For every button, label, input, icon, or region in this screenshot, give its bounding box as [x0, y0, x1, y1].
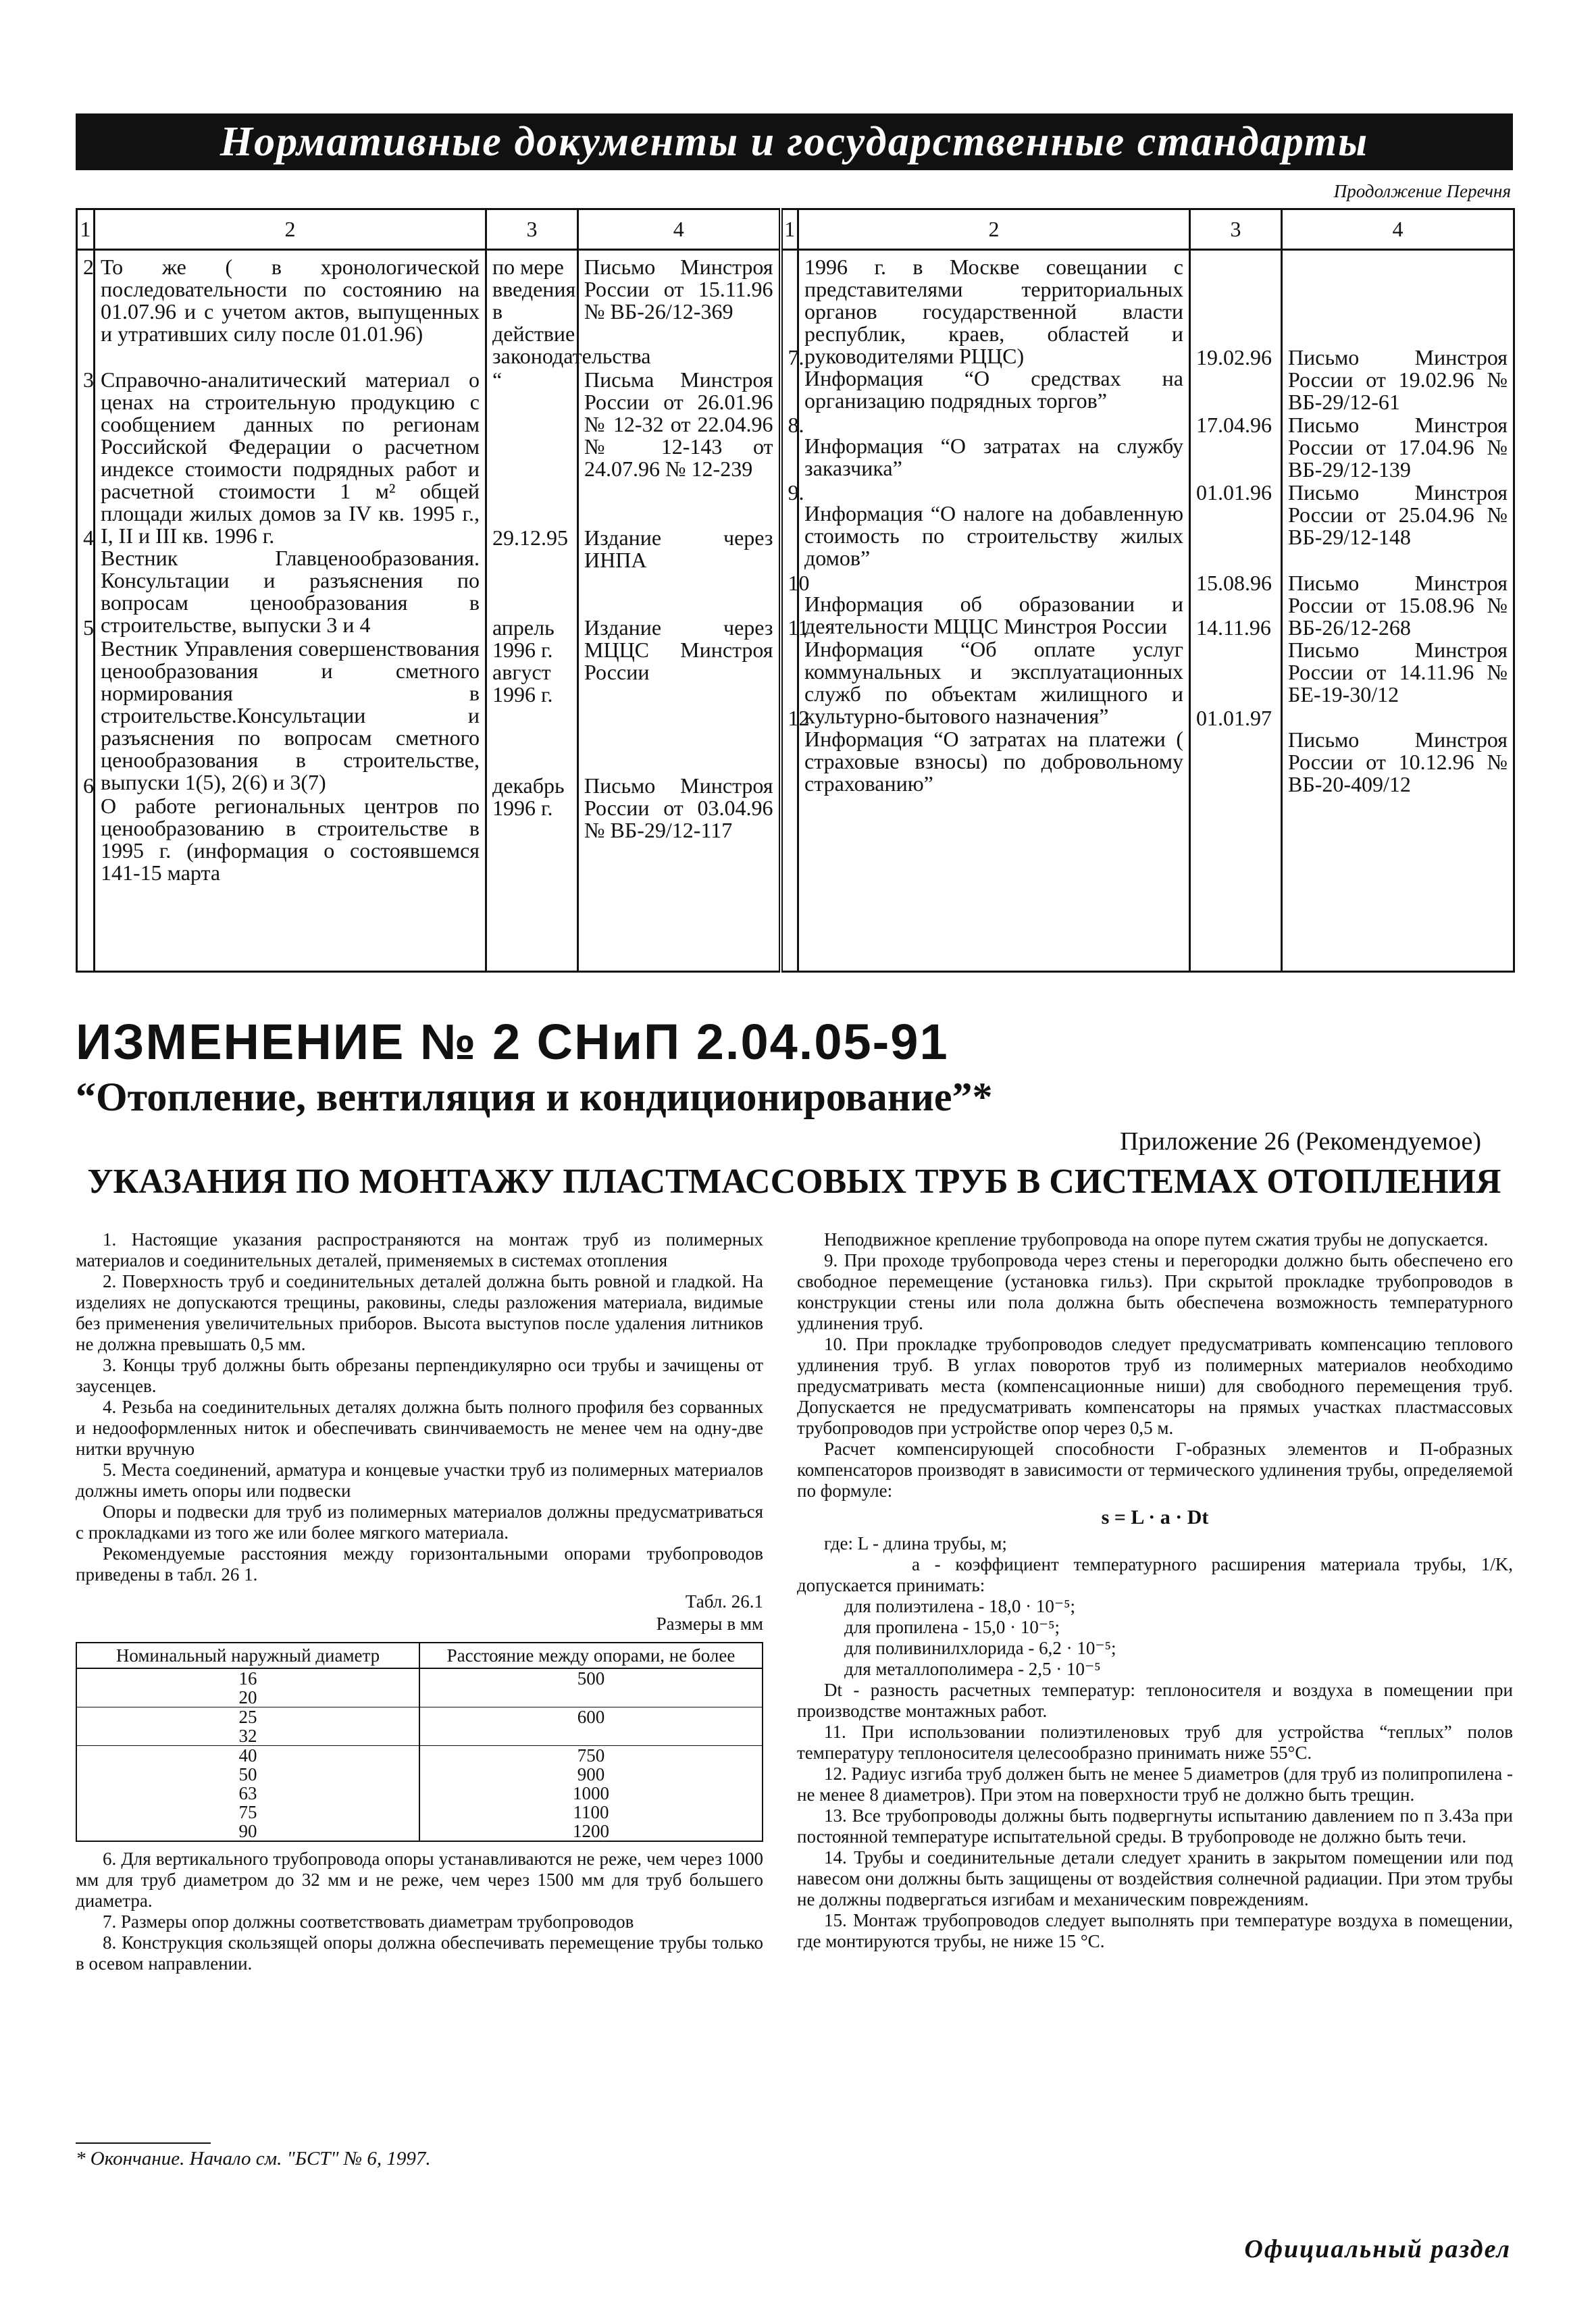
registry-num: 4 — [83, 525, 94, 550]
table-row — [76, 1765, 763, 1784]
registry-title: Информация об образовании и деятельности МЦЦС Минстроя России — [804, 591, 1183, 638]
diameter-cell: 75 — [76, 1803, 419, 1822]
table-row — [76, 1803, 763, 1822]
registry-source: Письмо Минстроя России от 25.04.96 № ВБ-29/12-148 — [1288, 480, 1508, 549]
registry-title: О работе региональных центров по ценообразованию в строительстве в 1995 г. (информация о состоявшемся 141-15 марта — [101, 794, 480, 885]
registry-num: 8. — [788, 412, 804, 437]
right-column — [797, 1229, 1513, 1952]
where-l: где: L - длина трубы, м; — [824, 1533, 1007, 1553]
spacing-cell: 1000 — [419, 1784, 763, 1803]
paragraph: 9. При проходе трубопровода через стены и перегородки должно быть обеспечено его свободное перемещение (установка гильз). При скрытой прокладке трубопроводов в конструкции стены или пола должна быть обеспечена возможность температурного удлинения труб. — [797, 1250, 1513, 1333]
left-column — [76, 1229, 763, 1974]
registry-num: 6 — [83, 773, 94, 798]
spacing-cell: 900 — [419, 1765, 763, 1784]
registry-source: Издание через ИНПА — [584, 525, 773, 572]
support-spacing-table — [76, 1642, 763, 1842]
registry-date: апрель 1996 г. август 1996 г. — [492, 615, 555, 707]
spacing-cell: 1200 — [419, 1822, 763, 1841]
registry-num: 12 — [788, 705, 810, 730]
registry-date: декабрь 1996 г. — [492, 773, 565, 821]
registry-title: Информация “О налоге на добавленную стоимость по строительству жилых домов” — [804, 501, 1183, 571]
spacing-cell: 750 — [419, 1746, 763, 1766]
diameter-cell: 20 — [76, 1688, 419, 1707]
where-dt: Dt - разность расчетных температур: теплоносителя и воздуха в помещении при производстве монтажных работ. — [797, 1680, 1513, 1721]
footnote: * Окончание. Начало см. "БСТ" № 6, 1997. — [76, 2148, 431, 2169]
registry-num: 2 — [83, 255, 94, 279]
left-date-col — [486, 250, 651, 972]
registry-header-row — [77, 209, 1514, 250]
right-title-col — [798, 250, 1190, 972]
table-row — [76, 1688, 763, 1707]
registry-source: Письмо Минстроя России от 14.11.96 № БЕ-19-30/12 — [1288, 637, 1508, 706]
registry-num: 9. — [788, 480, 804, 505]
registry-date: 19.02.96 — [1196, 344, 1272, 369]
registry-date: 01.01.97 — [1196, 705, 1272, 730]
col-header: 2 — [798, 209, 1190, 250]
document-heading: ИЗМЕНЕНИЕ № 2 СНиП 2.04.05-91 — [76, 1014, 949, 1070]
registry-num: 5 — [83, 615, 94, 640]
registry-source: Письмо Минстроя России от 15.11.96 № ВБ-26/12-369 — [584, 255, 773, 324]
registry-title: Информация “О затратах на службу заказчика” — [804, 434, 1183, 481]
paragraph: 11. При использовании полиэтиленовых труб для устройства “теплых” полов температуру теплоносителя целесообразно принимать ниже 55°С. — [797, 1722, 1513, 1763]
registry-num — [788, 256, 792, 346]
page-footer: Официальный раздел — [1244, 2235, 1511, 2263]
registry-title: Вестник Управления совершенствования ценообразования и сметного нормирования в строительстве.Консультации и разъяснения по вопросам сметного ценообразования в строительстве, выпуски 1(5), 2(6) и 3(7) — [101, 636, 480, 794]
registry-title: Справочно-аналитический материал о ценах на строительную продукцию с сообщением данных по регионам Российской Федерации о расчетном индексе стоимости подрядных работ и расчетной стоимости 1 м² общей площади жилых домов за IV кв. 1995 г., I, II и III кв. 1996 г. — [101, 367, 480, 548]
paragraph: 15. Монтаж трубопроводов следует выполнять при температуре воздуха в помещении, где монтируются трубы, не ниже 15 °С. — [797, 1910, 1513, 1951]
paragraph: 1. Настоящие указания распространяются на монтаж труб из полимерных материалов и соединительных деталей, применяемых в системах отопления — [76, 1229, 763, 1270]
registry-date: по мере введения в действие законодательства — [492, 255, 651, 368]
coefficient-line: для полиэтилена - 18,0 · 10⁻⁵; — [844, 1596, 1076, 1616]
col-header: 1 — [77, 209, 95, 250]
registry-title: То же ( в хронологической последовательности по состоянию на 01.07.96 и с учетом актов, выпущенных и утративших силу после 01.01.96) — [101, 255, 480, 346]
col-header: 4 — [1282, 209, 1514, 250]
registry-title: 1996 г. в Москве совещании с представителями территориальных органов государственной власти республик, краев, областей и руководителями РЦЦС) — [804, 255, 1183, 368]
registry-source: Издание через МЦЦС Минстроя России — [584, 615, 773, 685]
section-banner: Нормативные документы и государственные стандарты — [76, 113, 1513, 170]
registry-date: 14.11.96 — [1196, 615, 1271, 640]
diameter-cell: 63 — [76, 1784, 419, 1803]
registry-date: “ — [492, 367, 503, 392]
footnote-rule — [76, 2142, 211, 2144]
formula: s = L · a · Dt — [1101, 1506, 1209, 1528]
section-title: УКАЗАНИЯ ПО МОНТАЖУ ПЛАСТМАССОВЫХ ТРУБ В СИСТЕМАХ ОТОПЛЕНИЯ — [87, 1162, 1501, 1201]
spacing-cell: 600 — [419, 1707, 763, 1727]
left-title-col — [95, 250, 486, 972]
col-header: 1 — [781, 209, 798, 250]
registry-source: Письмо Минстроя России от 15.08.96 № ВБ-26/12-268 — [1288, 570, 1508, 640]
diameter-cell: 16 — [76, 1668, 419, 1688]
col-header: 4 — [578, 209, 781, 250]
registry-title: Информация “О средствах на организацию подрядных торгов” — [804, 366, 1183, 413]
right-num-col — [781, 250, 810, 972]
table-row — [76, 1726, 763, 1746]
paragraph: 8. Конструкция скользящей опоры должна обеспечивать перемещение трубы только в осевом направлении. — [76, 1932, 763, 1974]
coefficient-line: для поливинилхлорида - 6,2 · 10⁻⁵; — [844, 1638, 1116, 1658]
paragraph: 6. Для вертикального трубопровода опоры устанавливаются не реже, чем через 1000 мм для труб диаметром до 32 мм и не реже, чем через 1500 мм для труб большего диаметра. — [76, 1849, 763, 1911]
registry-num: 7. — [788, 344, 804, 369]
registry-source: Письмо Минстроя России от 10.12.96 № ВБ-20-409/12 — [1288, 727, 1508, 797]
registry-table — [76, 208, 1515, 973]
spacing-cell: 1100 — [419, 1803, 763, 1822]
paragraph: 4. Резьба на соединительных деталях должна быть полного профиля без сорванных и недооформленных ниток и обеспечивать свинчиваемость не менее чем на одну-две нитки вручную — [76, 1397, 763, 1459]
appendix-label: Приложение 26 (Рекомендуемое) — [1120, 1127, 1481, 1156]
left-num-col — [77, 250, 95, 972]
paragraph: Рекомендуемые расстояния между горизонтальными опорами трубопроводов приведены в табл. 26 1. — [76, 1543, 763, 1585]
registry-title: Вестник Главценообразования. Консультации и разъяснения по вопросам ценообразования в строительстве, выпуски 3 и 4 — [101, 546, 480, 637]
paragraph: 13. Все трубопроводы должны быть подвергнуты испытанию давлением по п 3.43а при постоянной температуре испытательной среды. В трубопроводе не должно быть течи. — [797, 1805, 1513, 1847]
registry-num: 3 — [83, 367, 94, 392]
paragraph: 12. Радиус изгиба труб должен быть не менее 5 диаметров (для труб из полипропилена - не менее 8 диаметров). При этом на поверхности труб не должно быть трещин. — [797, 1764, 1513, 1805]
diameter-cell: 90 — [76, 1822, 419, 1841]
paragraph: 14. Трубы и соединительные детали следует хранить в закрытом помещении или под навесом они должны быть защищены от воздействия солнечной радиации. При этом трубы не должны подвергаться изгибам и механическим повреждениям. — [797, 1847, 1513, 1909]
table-row — [76, 1746, 763, 1766]
right-source-col — [1282, 250, 1514, 972]
table-units: Размеры в мм — [656, 1614, 763, 1634]
coefficient-line: для металлополимера - 2,5 · 10⁻⁵ — [844, 1659, 1101, 1679]
registry-title: Информация “Об оплате услуг коммунальных и эксплуатационных служб по объектам жилищного и культурно-бытового назначения” — [804, 636, 1183, 728]
registry-date: 29.12.95 — [492, 525, 568, 550]
registry-body — [77, 250, 1514, 972]
paragraph: 7. Размеры опор должны соответствовать диаметрам трубопроводов — [103, 1911, 634, 1932]
spacing-cell — [419, 1688, 763, 1707]
table-row — [76, 1784, 763, 1803]
table-row — [76, 1822, 763, 1841]
col-header: 2 — [95, 209, 486, 250]
paragraph: Опоры и подвески для труб из полимерных материалов должны предусматриваться с прокладками из того же или более мягкого материала. — [76, 1501, 763, 1543]
col-header: 3 — [486, 209, 578, 250]
paragraph: Неподвижное крепление трубопровода на опоре путем сжатия трубы не допускается. — [824, 1229, 1489, 1250]
registry-date — [1196, 256, 1275, 346]
right-date-col — [1190, 250, 1282, 972]
registry-source: Письма Минстроя России от 26.01.96 № 12-32 от 22.04.96 № 12-143 от 24.07.96 № 12-239 — [584, 367, 773, 481]
document-subheading: “Отопление, вентиляция и кондиционирование”* — [76, 1075, 993, 1119]
paragraph: 10. При прокладке трубопроводов следует предусматривать компенсацию теплового удлинения труб. В углах поворотов труб из полимерных материалов необходимо предусматривать места (компенсационные ниши) для свободного перемещения труб. Допускается не предусматривать компенсаторы на прямых участках пластмассовых трубопроводов при устройстве опор через 0,5 м. — [797, 1334, 1513, 1438]
registry-source — [1288, 256, 1508, 346]
registry-source: Письмо Минстроя России от 19.02.96 № ВБ-29/12-61 — [1288, 344, 1508, 414]
table-head-spacing: Расстояние между опорами, не более — [419, 1643, 763, 1668]
registry-source: Письмо Минстроя России от 03.04.96 № ВБ-29/12-117 — [584, 773, 773, 843]
table-label: Табл. 26.1 — [685, 1591, 763, 1612]
table-row — [76, 1707, 763, 1727]
col-header: 3 — [1190, 209, 1282, 250]
coefficient-line: для пропилена - 15,0 · 10⁻⁵; — [844, 1617, 1060, 1637]
where-a: а - коэффициент температурного расширения материала трубы, 1/K, допускается принимать: — [797, 1554, 1513, 1595]
registry-num: 11 — [788, 615, 809, 640]
registry-date: 01.01.96 — [1196, 480, 1272, 505]
continuation-note: Продолжение Перечня — [1333, 181, 1511, 201]
table-head-diameter: Номинальный наружный диаметр — [76, 1643, 419, 1668]
paragraph: 5. Места соединений, арматура и концевые участки труб из полимерных материалов должны иметь опоры или подвески — [76, 1460, 763, 1501]
paragraph: Расчет компенсирующей способности Г-образных элементов и П-образных компенсаторов производят в зависимости от термического удлинения трубы, определяемой по формуле: — [797, 1439, 1513, 1501]
registry-date: 15.08.96 — [1196, 570, 1272, 595]
table-row — [76, 1668, 763, 1688]
spacing-cell — [419, 1726, 763, 1746]
diameter-cell: 25 — [76, 1707, 419, 1727]
diameter-cell: 50 — [76, 1765, 419, 1784]
registry-title: Информация “О затратах на платежи ( страховые взносы) по добровольному страхованию” — [804, 727, 1183, 796]
spacing-cell: 500 — [419, 1668, 763, 1688]
diameter-cell: 40 — [76, 1746, 419, 1766]
registry-num: 10 — [788, 570, 810, 595]
paragraph: 3. Концы труб должны быть обрезаны перпендикулярно оси трубы и зачищены от заусенцев. — [76, 1355, 763, 1396]
registry-date: 17.04.96 — [1196, 412, 1272, 437]
diameter-cell: 32 — [76, 1726, 419, 1746]
registry-source: Письмо Минстроя России от 17.04.96 № ВБ-29/12-139 — [1288, 412, 1508, 482]
paragraph: 2. Поверхность труб и соединительных деталей должна быть ровной и гладкой. На изделиях не допускаются трещины, раковины, следы разложения материала, видимые без применения увеличительных приборов. Высота выступов после удаления литников не должна превышать 0,5 мм. — [76, 1271, 763, 1354]
